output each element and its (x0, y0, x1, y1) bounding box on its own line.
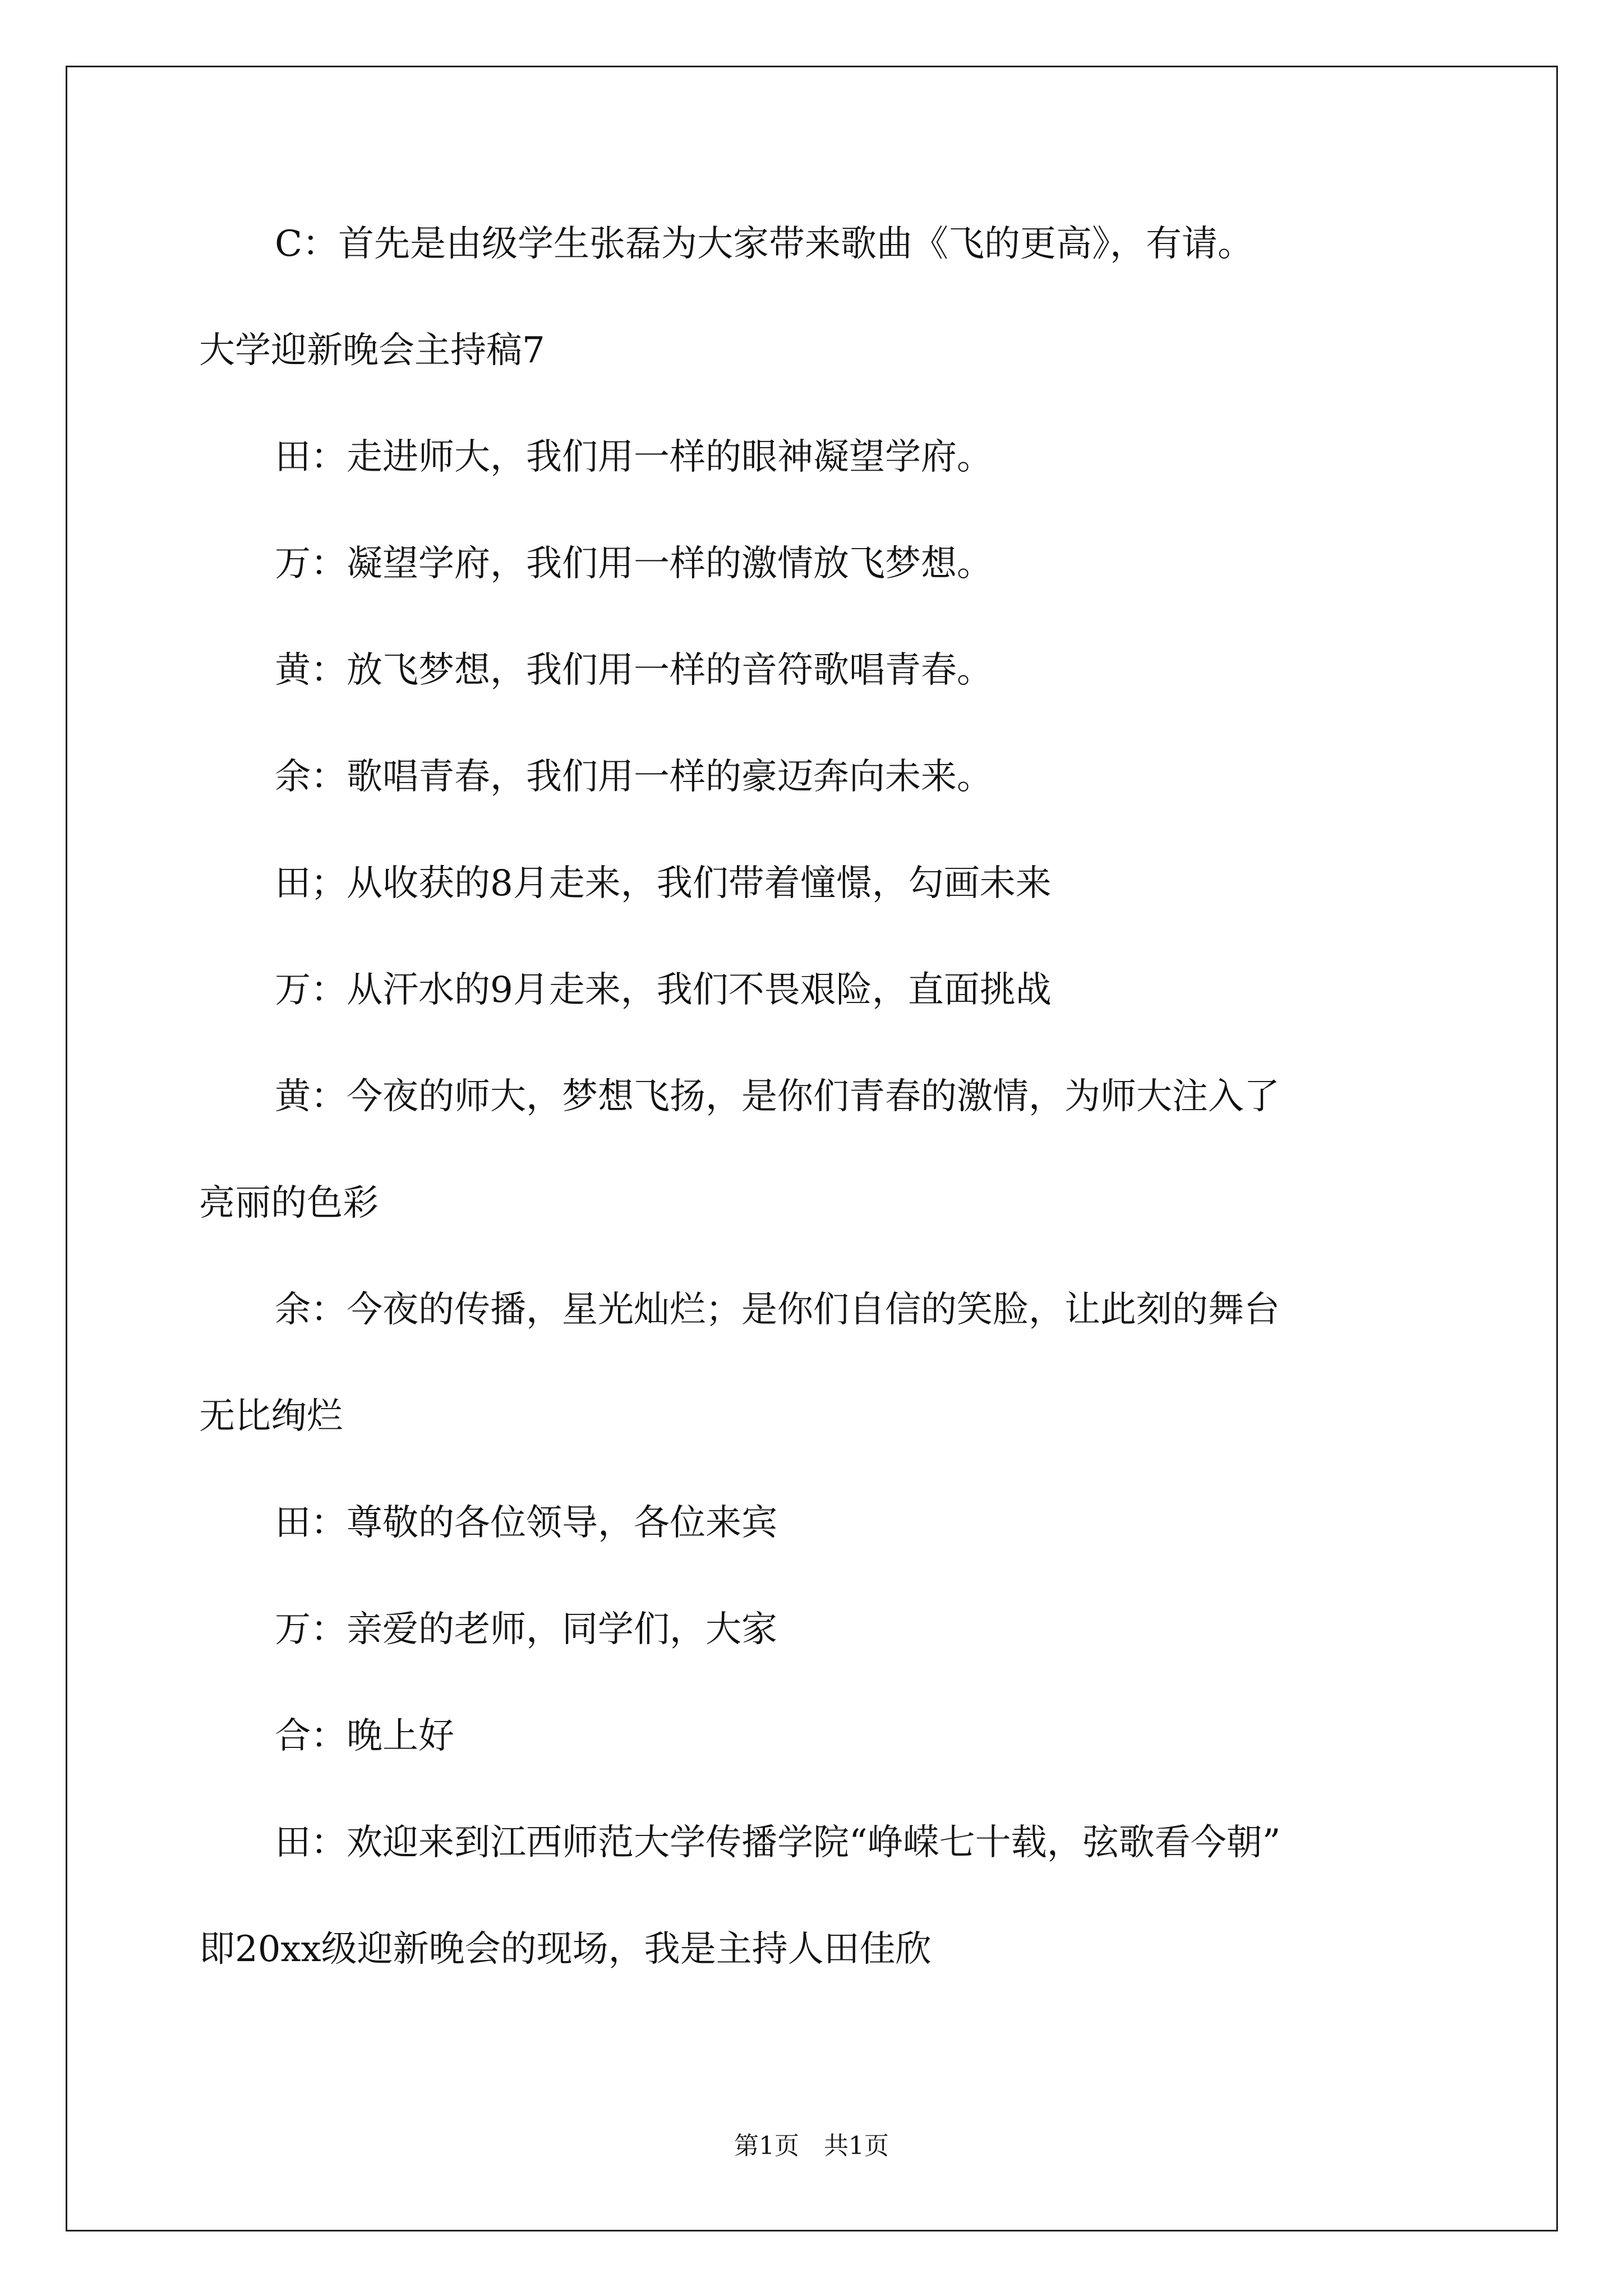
paragraph-continuation: 无比绚烂 (199, 1396, 343, 1437)
section-heading: 大学迎新晚会主持稿7 (199, 330, 545, 371)
paragraph: 余：歌唱青春，我们用一样的豪迈奔向未来。 (275, 756, 993, 798)
paragraph: 田：走进师大，我们用一样的眼神凝望学府。 (275, 436, 993, 478)
page-footer: 第1页 共1页 (734, 2132, 889, 2160)
paragraph: 合：晚上好 (275, 1715, 454, 1757)
paragraph: 万：亲爱的老师，同学们，大家 (275, 1609, 777, 1650)
paragraph: 田；从收获的8月走来，我们带着憧憬，勾画未来 (275, 863, 1052, 904)
paragraph: 万：凝望学府，我们用一样的激情放飞梦想。 (275, 543, 993, 585)
paragraph-continuation: 亮丽的色彩 (199, 1182, 379, 1224)
paragraph: 田：欢迎来到江西师范大学传播学院“峥嵘七十载，弦歌看今朝” (275, 1822, 1281, 1864)
paragraph: C：首先是由级学生张磊为大家带来歌曲《飞的更高》，有请。 (275, 223, 1253, 265)
paragraph: 黄：今夜的师大，梦想飞扬，是你们青春的激情，为师大注入了 (275, 1076, 1280, 1117)
page-frame (66, 66, 1558, 2231)
paragraph: 田：尊敬的各位领导，各位来宾 (275, 1502, 777, 1544)
paragraph: 余：今夜的传播，星光灿烂；是你们自信的笑脸，让此刻的舞台 (275, 1289, 1280, 1331)
paragraph-continuation: 即20xx级迎新晚会的现场，我是主持人田佳欣 (199, 1929, 932, 1970)
paragraph: 黄：放飞梦想，我们用一样的音符歌唱青春。 (275, 650, 993, 691)
paragraph: 万：从汗水的9月走来，我们不畏艰险，直面挑战 (275, 969, 1052, 1011)
